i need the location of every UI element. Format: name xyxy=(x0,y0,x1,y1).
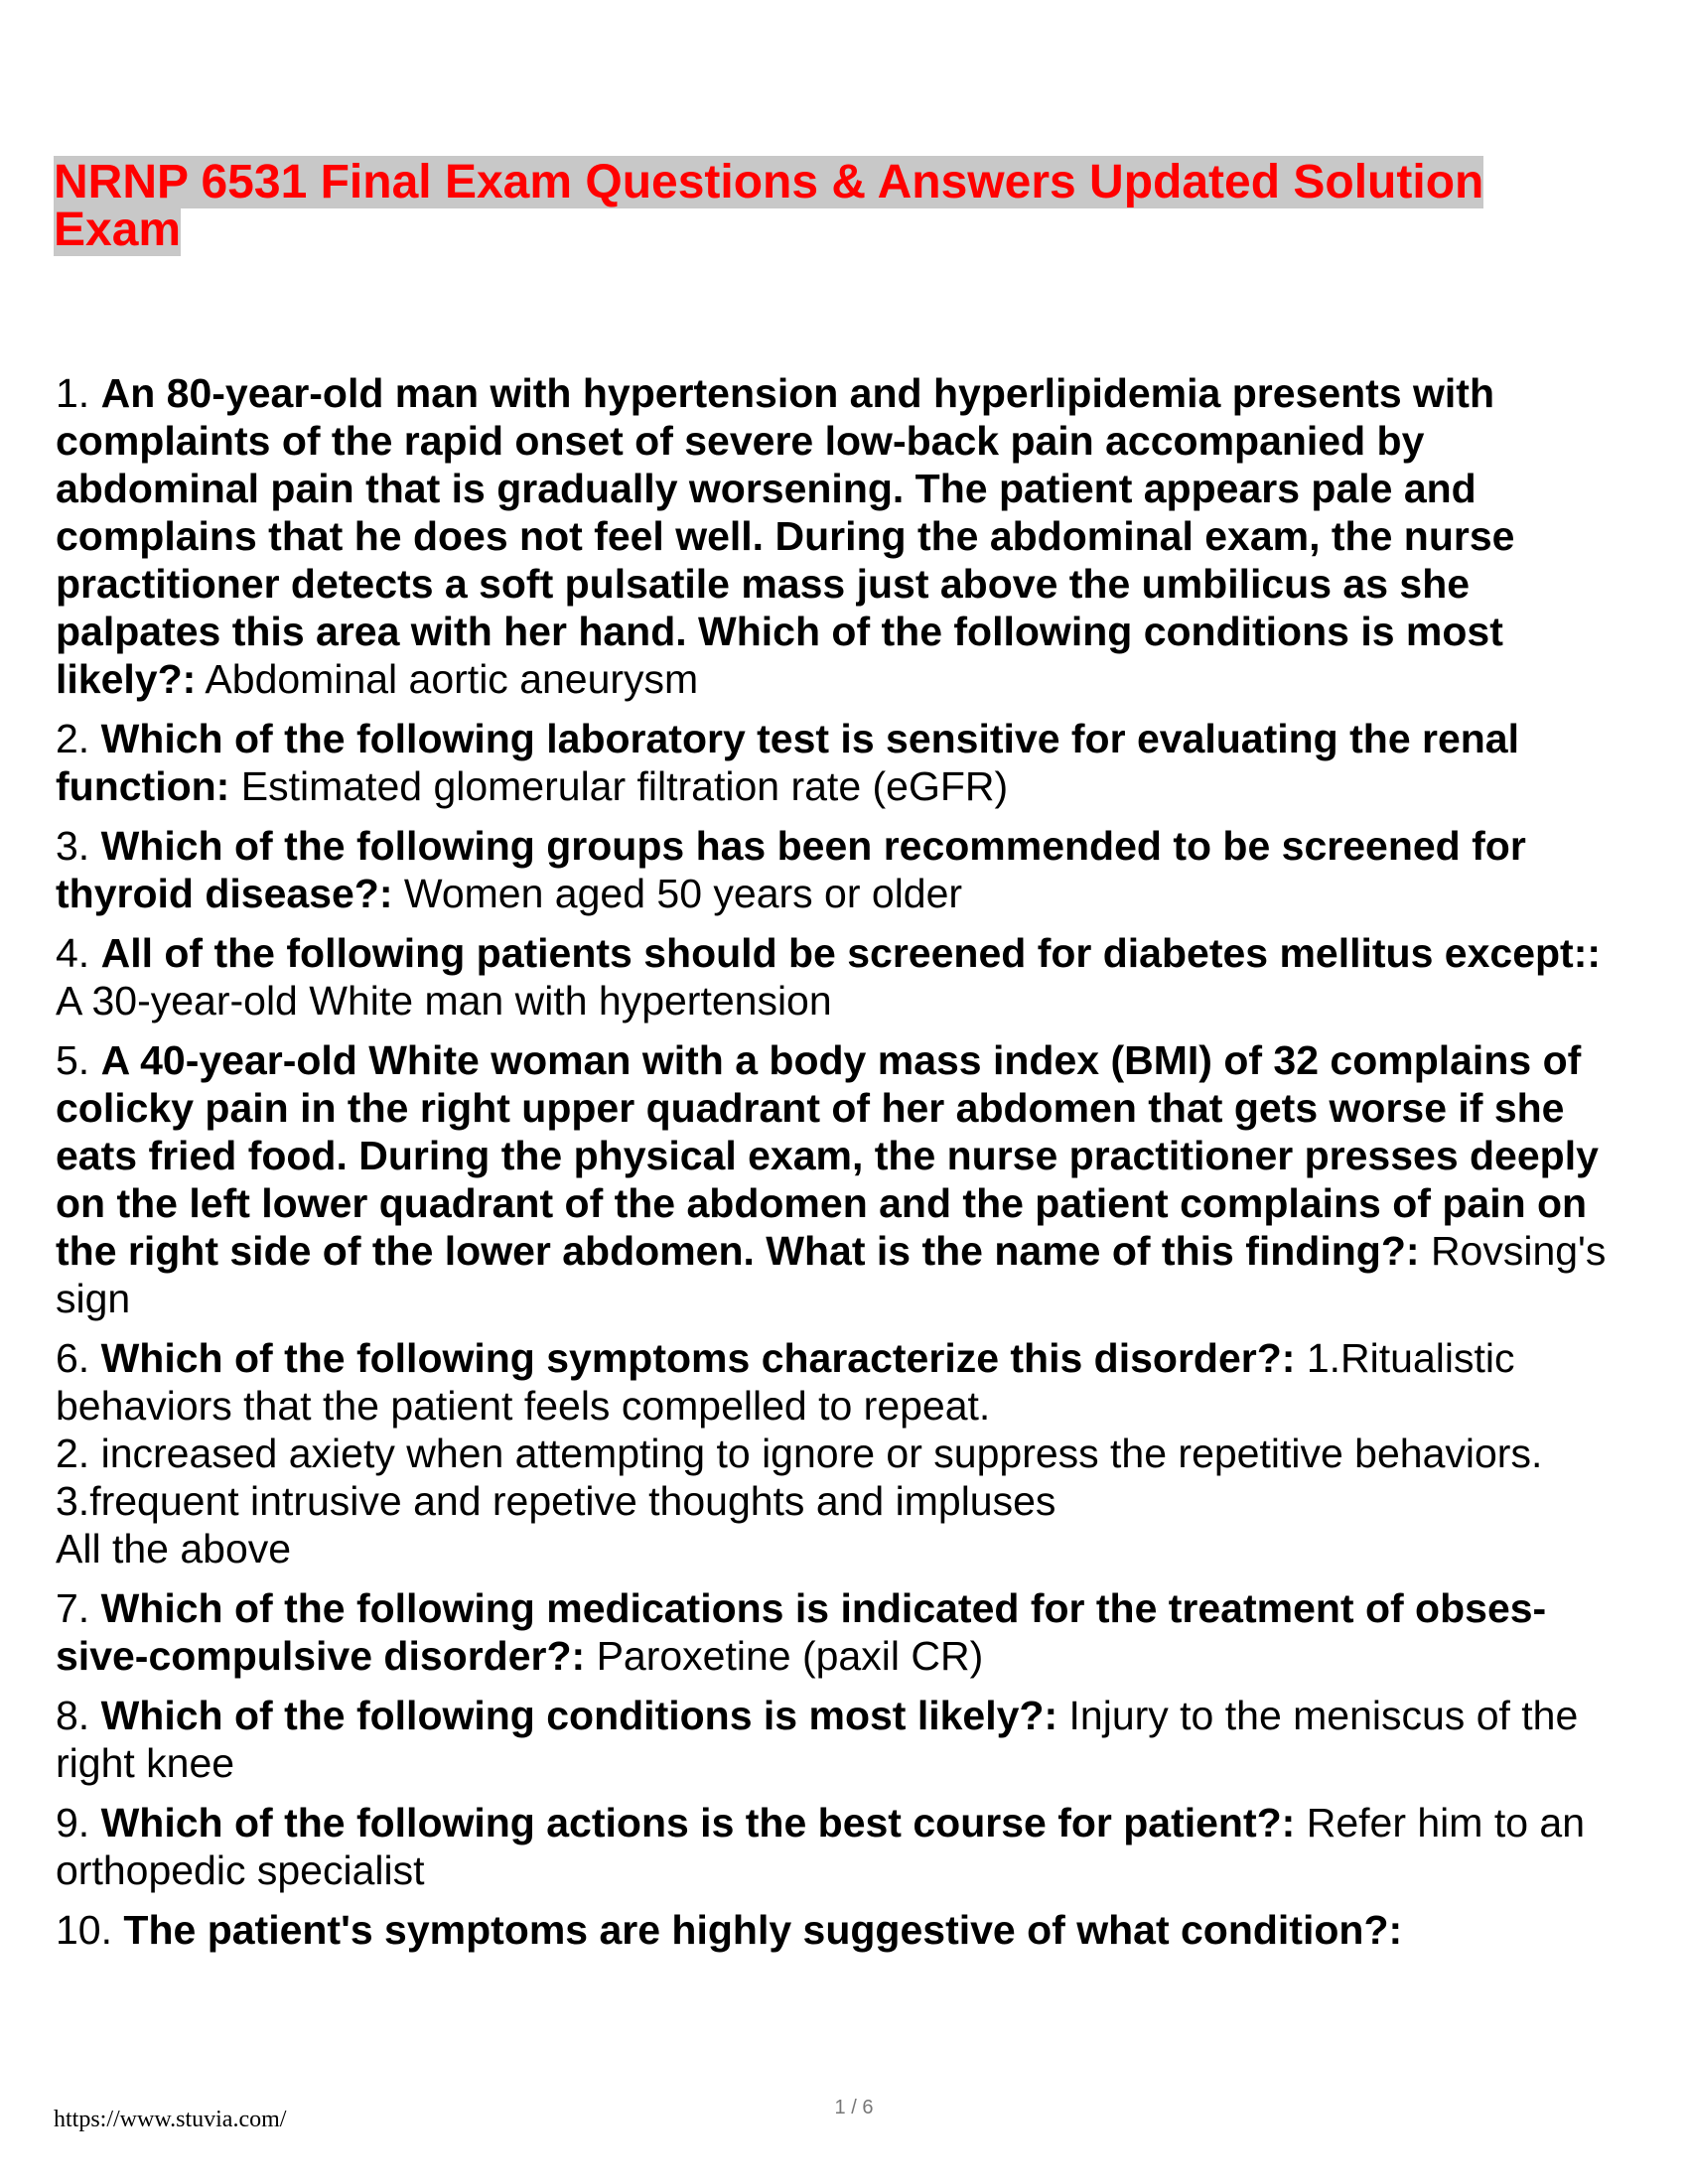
question-text: A 40-year-old White woman with a body mass index (BMI) of 32 complains of colicky pain in the right upper quadrant of her abdomen that gets worse if she eats fried food. During the physical exam, the nurse practitioner presses deeply on the left lower quadrant of the abdomen and the patient complains of pain on the right side of the lower abdomen. What is the name of this finding?: xyxy=(56,1037,1599,1274)
question-number: 5. xyxy=(56,1037,90,1083)
answer-text: Paroxetine (paxil CR) xyxy=(596,1633,984,1679)
question-number: 7. xyxy=(56,1585,90,1631)
question-number: 8. xyxy=(56,1693,90,1738)
question-item-4 xyxy=(56,929,1634,1024)
question-text: Which of the following groups has been recommended to be screened for thyroid disease?: xyxy=(56,823,1526,916)
answer-text: Injury to the meniscus of the right knee xyxy=(56,1693,1579,1786)
question-number: 10. xyxy=(56,1907,112,1953)
question-text: Which of the following laboratory test is sensitive for evaluating the renal function: xyxy=(56,716,1520,809)
question-item-2 xyxy=(56,715,1634,810)
footer-url[interactable]: https://www.stuvia.com/ xyxy=(54,2107,287,2132)
question-text: All of the following patients should be screened for diabetes mellitus except:: xyxy=(100,930,1602,976)
question-item-9 xyxy=(56,1799,1634,1894)
answer-line: 2. increased axiety when attempting to ignore or suppress the repetitive behaviors. xyxy=(56,1431,1543,1476)
title-text: NRNP 6531 Final Exam Questions & Answers Updated Solution Exam xyxy=(54,156,1484,256)
question-list xyxy=(56,369,1634,1966)
question-number: 9. xyxy=(56,1800,90,1845)
question-item-8 xyxy=(56,1692,1634,1787)
page-number: 1 / 6 xyxy=(834,2097,874,2118)
question-text: The patient's symptoms are highly suggestive of what condition?: xyxy=(123,1907,1403,1953)
question-number: 4. xyxy=(56,930,90,976)
question-item-3 xyxy=(56,822,1634,917)
answer-text: A 30-year-old White man with hypertension xyxy=(56,978,832,1024)
page-title xyxy=(54,156,1543,256)
question-number: 1. xyxy=(56,370,90,416)
question-number: 3. xyxy=(56,823,90,869)
answer-text: Women aged 50 years or older xyxy=(403,871,963,916)
question-item-7 xyxy=(56,1584,1634,1680)
question-item-10 xyxy=(56,1906,1634,1954)
answer-line: All the above xyxy=(56,1526,292,1571)
question-text: Which of the following medications is indicated for the treatment of obses- sive-compulsive disorder?: xyxy=(56,1585,1547,1679)
answer-text: Abdominal aortic aneurysm xyxy=(205,656,699,702)
question-text: Which of the following actions is the best course for patient?: xyxy=(100,1800,1296,1845)
question-number: 6. xyxy=(56,1335,90,1381)
answer-text: 1.Ritualistic behaviors that the patient feels compelled to repeat. xyxy=(56,1335,1515,1429)
question-item-1 xyxy=(56,369,1634,703)
question-number: 2. xyxy=(56,716,90,761)
answer-text: Rovsing's sign xyxy=(56,1228,1607,1321)
answer-text: Estimated glomerular filtration rate (eGFR) xyxy=(240,763,1009,809)
question-text: An 80-year-old man with hypertension and hyperlipidemia presents with complaints of the rapid onset of severe low-back pain accompanied by abdominal pain that is gradually worsening. The patient appears pale and complains that he does not feel well. During the abdominal exam, the nurse practitioner detects a soft pulsatile mass just above the umbilicus as she palpates this area with her hand. Which of the following conditions is most likely?: xyxy=(56,370,1515,702)
question-text: Which of the following conditions is most likely?: xyxy=(100,1693,1058,1738)
question-item-5 xyxy=(56,1036,1634,1322)
answer-line: 3.frequent intrusive and repetive thoughts and impluses xyxy=(56,1478,1056,1524)
question-text: Which of the following symptoms characterize this disorder?: xyxy=(100,1335,1296,1381)
question-item-6 xyxy=(56,1334,1634,1572)
answer-text: Refer him to an orthopedic specialist xyxy=(56,1800,1586,1893)
